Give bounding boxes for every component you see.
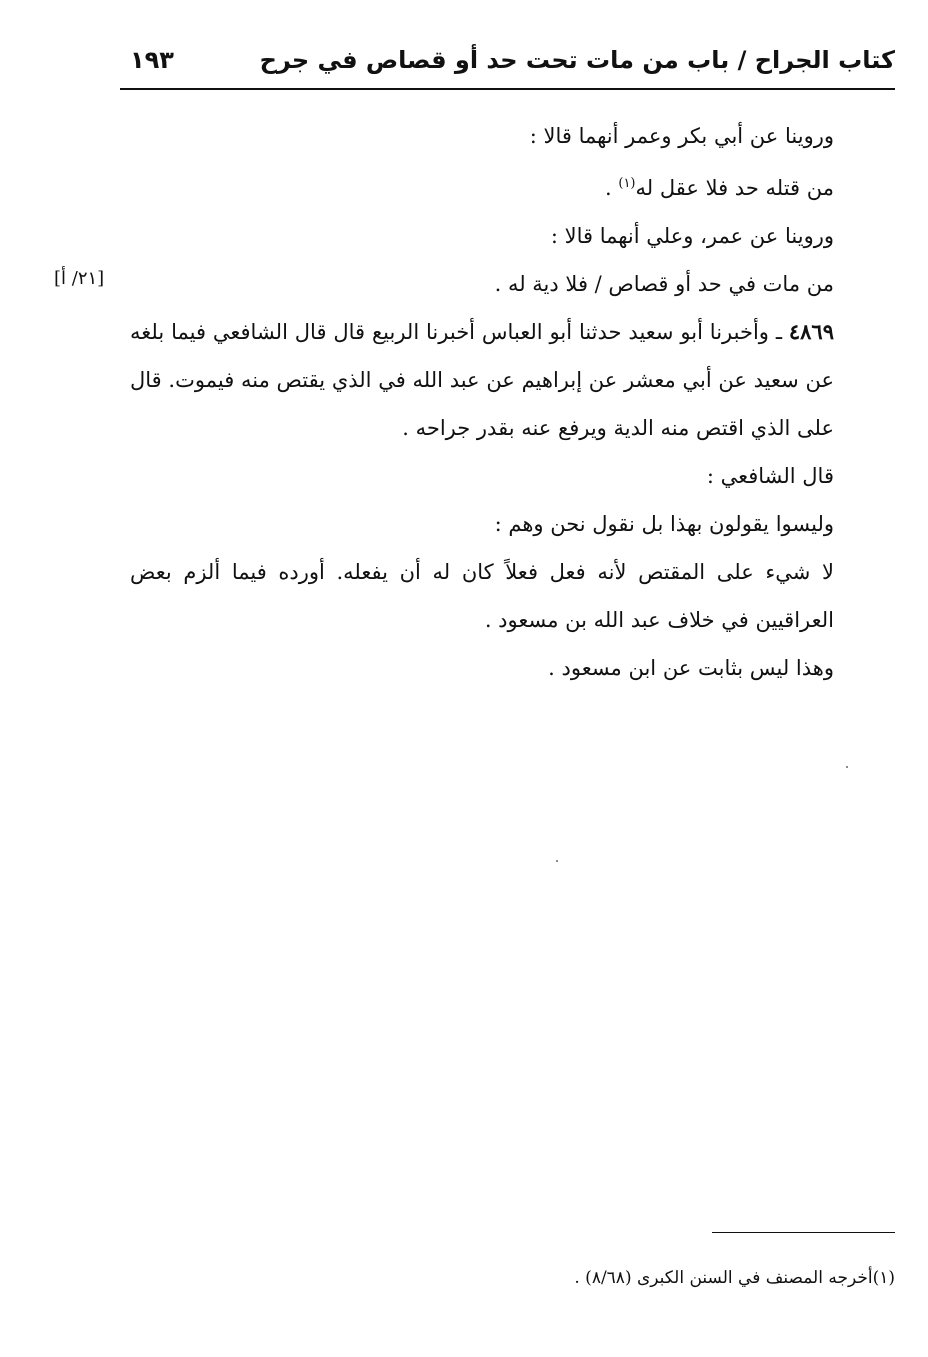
paragraph-end: . [605, 176, 619, 200]
paragraph [130, 160, 890, 212]
paragraph-text: من قتله حد فلا عقل له [635, 176, 834, 200]
chapter-title: كتاب الجراح / باب من مات تحت حد أو قصاص في جرح [259, 46, 895, 74]
footnote-rule [712, 1232, 895, 1233]
scan-speck [846, 766, 848, 768]
paragraph: وروينا عن عمر، وعلي أنهما قالا : [550, 224, 834, 248]
paragraph: وروينا عن أبي بكر وعمر أنهما قالا : [529, 124, 834, 148]
footnote-text: أخرجه المصنف في السنن الكبرى (٨/٦٨) . [574, 1268, 873, 1288]
manuscript-folio-note: [٢١/ أ] [54, 268, 105, 289]
scan-speck [556, 860, 558, 862]
page-number: ١٩٣ [130, 46, 174, 74]
paragraph: لا شيء على المقتص لأنه فعل فعلاً كان له أن يفعله. أورده فيما ألزم بعض العراقيين في خلاف عبد الله بن مسعود . [130, 560, 834, 632]
hadith-text: ـ وأخبرنا أبو سعيد حدثنا أبو العباس أخبرنا الربيع قال قال الشافعي فيما بلغه عن سعيد عن أبي معشر عن إبراهيم عن عبد الله في الذي يقتص منه فيموت. قال على الذي اقتص منه الدية ويرفع عنه بقدر جراحه . [130, 320, 834, 440]
footnote-marker: (١) [872, 1268, 895, 1288]
paragraph: قال الشافعي : [706, 464, 834, 488]
running-header [120, 46, 895, 88]
paragraph: وهذا ليس بثابت عن ابن مسعود . [548, 656, 834, 680]
hadith-number: ٤٨٦٩ [788, 319, 834, 344]
footnote [300, 1264, 895, 1292]
paragraph: وليسوا يقولون بهذا بل نقول نحن وهم : [494, 512, 834, 536]
footnote-reference: (١) [618, 176, 636, 191]
header-rule [120, 88, 895, 90]
hadith-paragraph [130, 308, 890, 452]
main-text [130, 112, 890, 692]
paragraph: من مات في حد أو قصاص / فلا دية له . [494, 272, 834, 296]
